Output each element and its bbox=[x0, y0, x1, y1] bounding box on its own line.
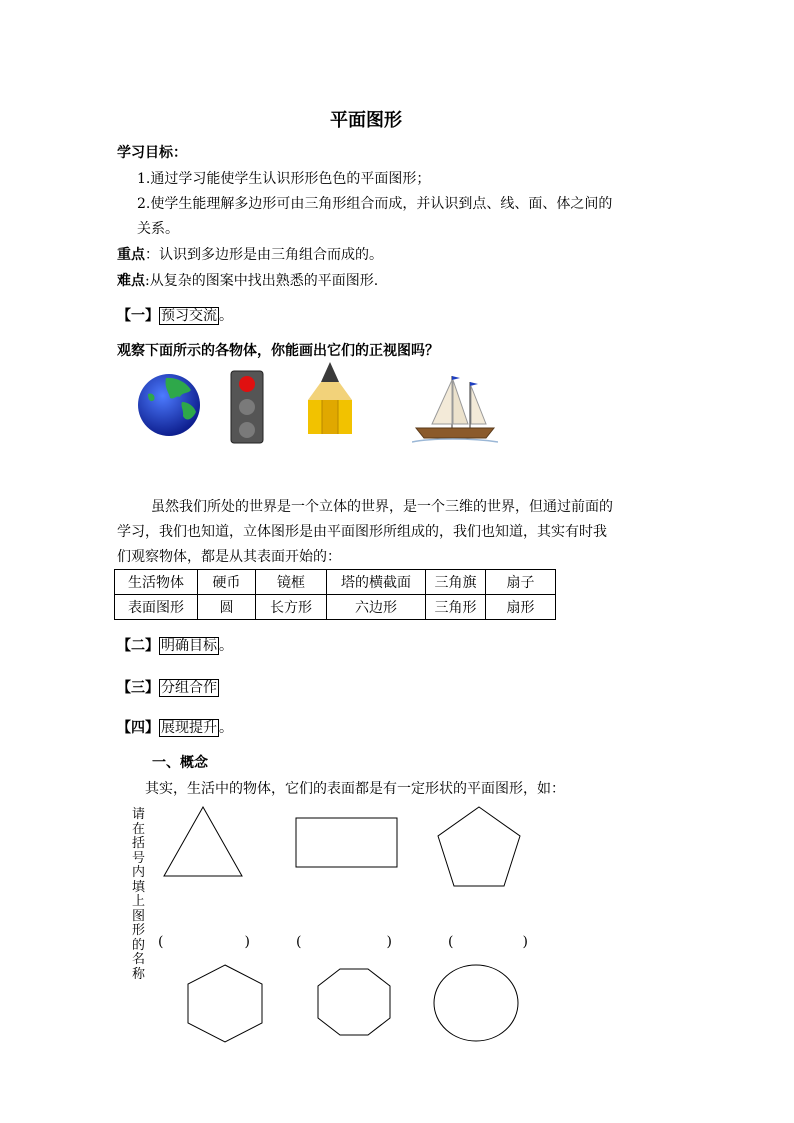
bracket-open: ( bbox=[158, 934, 164, 950]
key-point-label: 重点 bbox=[117, 247, 145, 263]
paragraph-line-3: 们观察物体，都是从其表面开始的： bbox=[117, 549, 341, 565]
section-4-marker: 【四】 bbox=[117, 720, 159, 736]
table-cell: 硬币 bbox=[198, 570, 256, 595]
bracket-close: ) bbox=[386, 934, 392, 950]
table-cell: 表面图形 bbox=[115, 595, 198, 620]
table-row bbox=[115, 570, 556, 595]
triangle-shape bbox=[160, 802, 246, 880]
traffic-light-icon bbox=[230, 370, 264, 444]
bracket-open: ( bbox=[448, 934, 454, 950]
table-row bbox=[115, 595, 556, 620]
objective-item-2-cont: 关系。 bbox=[137, 221, 179, 237]
table-cell: 镜框 bbox=[256, 570, 327, 595]
section-1-tail: 。 bbox=[219, 308, 233, 324]
table-cell: 长方形 bbox=[256, 595, 327, 620]
octagon-shape bbox=[314, 966, 394, 1038]
key-point bbox=[117, 244, 383, 264]
pentagon-shape bbox=[434, 804, 524, 890]
paragraph-line-2: 学习，我们也知道，立体图形是由平面图形所组成的，我们也知道，其实有时我 bbox=[117, 524, 607, 540]
paragraph-line-1: 虽然我们所处的世界是一个立体的世界，是一个三维的世界，但通过前面的 bbox=[151, 499, 613, 515]
table-cell: 三角形 bbox=[426, 595, 486, 620]
objective-item-1: 1.通过学习能使学生认识形形色色的平面图形； bbox=[137, 171, 431, 187]
key-point-text: ：认识到多边形是由三角组合而成的。 bbox=[145, 247, 383, 263]
section-4-title: 展现提升 bbox=[161, 720, 217, 736]
bracket-close: ) bbox=[244, 934, 250, 950]
section-2 bbox=[117, 635, 233, 655]
question: 观察下面所示的各物体，你能画出它们的正视图吗？ bbox=[117, 343, 439, 359]
shape-table bbox=[114, 569, 556, 620]
objectives-heading: 学习目标： bbox=[117, 145, 187, 161]
table-cell: 生活物体 bbox=[115, 570, 198, 595]
side-label: 请在括号内填上图形的名称 bbox=[132, 807, 146, 982]
answer-bracket-3[interactable] bbox=[448, 934, 528, 950]
table-cell: 三角旗 bbox=[426, 570, 486, 595]
table-cell: 扇形 bbox=[486, 595, 556, 620]
hexagon-shape bbox=[184, 962, 266, 1044]
difficulty-label: 难点 bbox=[117, 273, 145, 289]
section-2-marker: 【二】 bbox=[117, 638, 159, 654]
section-3-title: 分组合作 bbox=[161, 680, 217, 696]
section-3-marker: 【三】 bbox=[117, 680, 159, 696]
table-cell: 六边形 bbox=[327, 595, 426, 620]
difficulty-text: :从复杂的图案中找出熟悉的平面图形. bbox=[145, 273, 379, 289]
bracket-close: ) bbox=[522, 934, 528, 950]
section-1 bbox=[117, 305, 233, 325]
table-cell: 塔的横截面 bbox=[327, 570, 426, 595]
section-1-title: 预习交流 bbox=[161, 308, 217, 324]
ellipse-shape bbox=[430, 962, 522, 1044]
answer-bracket-1[interactable] bbox=[158, 934, 250, 950]
table-cell: 扇子 bbox=[486, 570, 556, 595]
concept-heading: 一、概念 bbox=[152, 755, 208, 771]
section-4-tail: 。 bbox=[219, 720, 233, 736]
sailboat-icon bbox=[412, 372, 498, 446]
answer-bracket-2[interactable] bbox=[296, 934, 392, 950]
section-2-tail: 。 bbox=[219, 638, 233, 654]
difficulty bbox=[117, 270, 378, 290]
globe-icon bbox=[136, 372, 202, 438]
section-2-title: 明确目标 bbox=[161, 638, 217, 654]
pencil-icon bbox=[306, 360, 354, 436]
concept-text: 其实，生活中的物体，它们的表面都是有一定形状的平面图形，如： bbox=[145, 781, 565, 797]
section-1-marker: 【一】 bbox=[117, 308, 159, 324]
page-title: 平面图形 bbox=[330, 110, 402, 131]
bracket-open: ( bbox=[296, 934, 302, 950]
section-3 bbox=[117, 677, 219, 697]
section-4 bbox=[117, 717, 233, 737]
objective-item-2: 2.使学生能理解多边形可由三角形组合而成，并认识到点、线、面、体之间的 bbox=[137, 196, 613, 212]
rectangle-shape bbox=[294, 816, 400, 870]
table-cell: 圆 bbox=[198, 595, 256, 620]
